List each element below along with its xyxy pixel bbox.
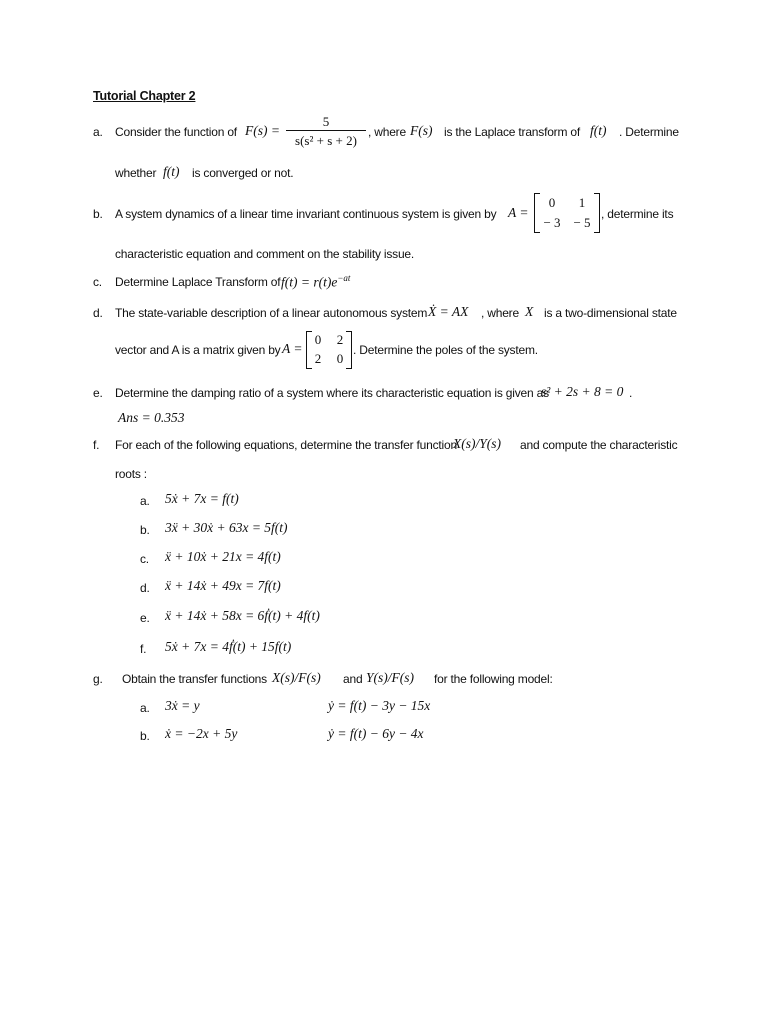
matrix-cell: 0 bbox=[314, 332, 322, 347]
item-b-label: b. bbox=[93, 207, 103, 221]
item-f-sub-eq: ẍ + 14ẋ + 49x = 7f(t) bbox=[165, 578, 281, 593]
item-g-sub-eq2: ẏ = f(t) − 3y − 15x bbox=[328, 698, 431, 713]
item-a-fs: F(s) bbox=[410, 123, 433, 138]
item-g-sub-eq2: ẏ = f(t) − 6y − 4x bbox=[328, 726, 424, 741]
document-title: Tutorial Chapter 2 bbox=[93, 89, 196, 103]
item-a-fraction bbox=[286, 114, 366, 149]
item-f-sub-eq: 3ẍ + 30ẋ + 63x = 5f(t) bbox=[165, 520, 288, 535]
matrix-cell: 2 bbox=[336, 332, 344, 347]
item-c-exp: −at bbox=[337, 273, 351, 283]
item-g-tf1: X(s)/F(s) bbox=[272, 670, 321, 685]
item-d-line2-b: . Determine the poles of the system. bbox=[353, 343, 538, 357]
item-e-text: Determine the damping ratio of a system where its characteristic equation is given as bbox=[115, 386, 549, 400]
item-g-sub-label: a. bbox=[140, 701, 150, 715]
item-e-eq: s² + 2s + 8 = 0 bbox=[541, 384, 624, 399]
item-a-line2-a: whether bbox=[115, 166, 157, 180]
item-f-tf: X(s)/Y(s) bbox=[453, 436, 501, 451]
item-e-dot: . bbox=[629, 386, 633, 400]
item-f-text: For each of the following equations, determine the transfer function bbox=[115, 438, 457, 452]
item-b-text: A system dynamics of a linear time invariant continuous system is given by bbox=[115, 207, 497, 221]
item-c-text: Determine Laplace Transform of bbox=[115, 275, 281, 289]
item-g-tf2: Y(s)/F(s) bbox=[366, 670, 414, 685]
item-f-sub-label: d. bbox=[140, 581, 150, 595]
item-b-matrix bbox=[534, 193, 600, 233]
item-d-matrix bbox=[306, 331, 352, 369]
matrix-cell: 1 bbox=[578, 195, 586, 210]
item-d-text: The state-variable description of a linear autonomous system bbox=[115, 306, 428, 320]
item-f-line2: roots : bbox=[115, 467, 147, 481]
matrix-cell: 2 bbox=[314, 351, 322, 366]
item-f-sub-eq: ẍ + 14ẋ + 58x = 6ḟ(t) + 4f(t) bbox=[165, 608, 320, 623]
item-e-label: e. bbox=[93, 386, 103, 400]
item-f-sub-label: a. bbox=[140, 494, 150, 508]
item-a-denominator: s(s² + s + 2) bbox=[286, 130, 366, 149]
item-b-line2: characteristic equation and comment on the stability issue. bbox=[115, 247, 415, 261]
item-g-text: Obtain the transfer functions bbox=[122, 672, 267, 686]
item-d-label: d. bbox=[93, 306, 103, 320]
item-a-label: a. bbox=[93, 125, 103, 139]
item-a-line2-ft: f(t) bbox=[163, 164, 180, 179]
item-a-lhs: F(s) = bbox=[245, 123, 280, 138]
item-f-sub-label: c. bbox=[140, 552, 149, 566]
item-f-sub-label: e. bbox=[140, 611, 150, 625]
item-a-text: Consider the function of bbox=[115, 125, 237, 139]
item-f-sub-eq: 5ẋ + 7x = 4ḟ(t) + 15f(t) bbox=[165, 639, 292, 654]
item-g-sub-label: b. bbox=[140, 729, 150, 743]
item-a-text-laplace: is the Laplace transform of bbox=[444, 125, 581, 139]
matrix-cell: − 5 bbox=[573, 215, 591, 230]
item-a-numerator: 5 bbox=[322, 114, 330, 129]
item-b-text-determine: , determine its bbox=[601, 207, 674, 221]
item-f-sub-eq: 5ẋ + 7x = f(t) bbox=[165, 491, 239, 506]
item-g-sub-eq1: ẋ = −2x + 5y bbox=[165, 726, 238, 741]
item-d-x: X bbox=[525, 304, 534, 319]
item-d-eq: Ẋ = AX bbox=[428, 304, 469, 319]
item-g-label: g. bbox=[93, 672, 103, 686]
item-c-expr-base: f(t) = r(t)e bbox=[281, 274, 338, 290]
item-g-sub-eq1: 3ẋ = y bbox=[165, 698, 200, 713]
item-c-label: c. bbox=[93, 275, 102, 289]
item-f-text2: and compute the characteristic bbox=[520, 438, 678, 452]
item-a-text-determine: . Determine bbox=[619, 125, 679, 139]
item-f-sub-label: b. bbox=[140, 523, 150, 537]
item-d-lhs: A = bbox=[282, 341, 303, 356]
item-g-text2: for the following model: bbox=[434, 672, 553, 686]
item-f-sub-label: f. bbox=[140, 642, 147, 656]
item-f-sub-eq: ẍ + 10ẋ + 21x = 4f(t) bbox=[165, 549, 281, 564]
item-d-text-state: is a two-dimensional state bbox=[544, 306, 677, 320]
item-e-answer: Ans = 0.353 bbox=[118, 410, 185, 425]
item-c-expr bbox=[281, 273, 350, 291]
item-g-and: and bbox=[343, 672, 363, 686]
item-b-lhs: A = bbox=[508, 205, 529, 220]
matrix-cell: 0 bbox=[548, 195, 556, 210]
item-a-line2-c: is converged or not. bbox=[192, 166, 294, 180]
item-a-text-where: , where bbox=[368, 125, 406, 139]
item-f-label: f. bbox=[93, 438, 100, 452]
item-d-text-where: , where bbox=[481, 306, 519, 320]
item-d-line2: vector and A is a matrix given by bbox=[115, 343, 281, 357]
item-a-ft: f(t) bbox=[590, 123, 607, 138]
matrix-cell: − 3 bbox=[543, 215, 561, 230]
matrix-cell: 0 bbox=[336, 351, 344, 366]
